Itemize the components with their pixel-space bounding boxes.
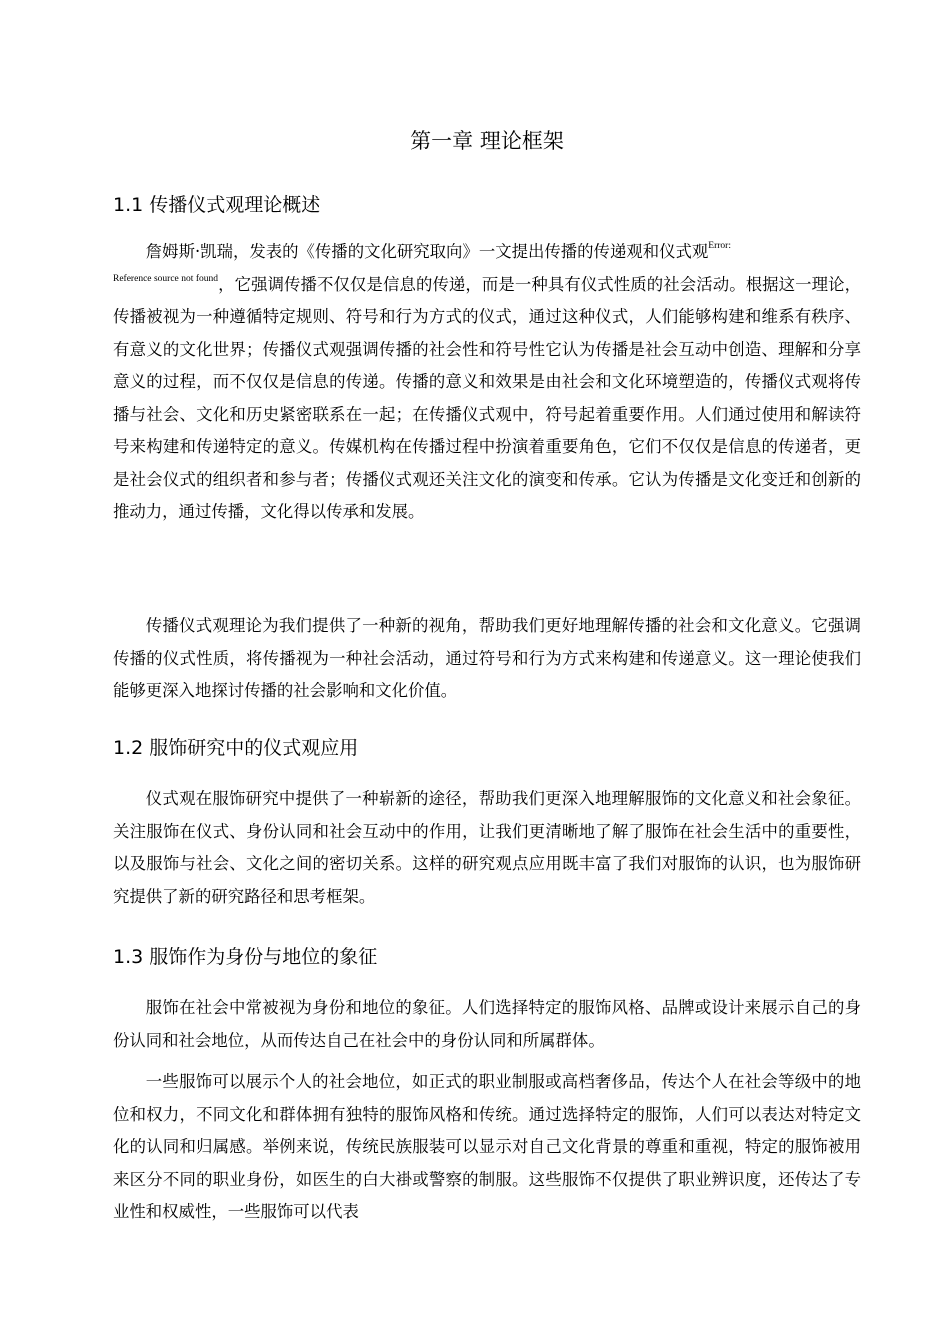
paragraph-text: ，它强调传播不仅仅是信息的传递，而是一种具有仪式性质的社会活动。根据这一理论，传播被视为一种遵循特定规则、符号和行为方式的仪式，通过这种仪式，人们能够构建和维系有秩序、有意义的文化世界；传播仪式观强调传播的社会性和符号性它认为传播是社会互动中创造、理解和分享意义的过程，而不仅仅是信息的传递。传播的意义和效果是由社会和文化环境塑造的，传播仪式观将传播与社会、文化和历史紧密联系在一起；在传播仪式观中，符号起着重要作用。人们通过使用和解读符号来构建和传递特定的意义。传媒机构在传播过程中扮演着重要角色，它们不仅仅是信息的传递者，更是社会仪式的组织者和参与者；传播仪式观还关注文化的演变和传承。它认为传播是文化变迁和创新的推动力，通过传播，文化得以传承和发展。 [113,274,862,521]
paragraph-1-3-a: 服饰在社会中常被视为身份和地位的象征。人们选择特定的服饰风格、品牌或设计来展示自己的身份认同和社会地位，从而传达自己在社会中的身份认同和所属群体。 [113,998,861,1050]
section-heading-1-2: 1.2 服饰研究中的仪式观应用 [113,737,359,759]
paragraph-text: 詹姆斯·凯瑞，发表的《传播的文化研究取向》一文提出传播的传递观和仪式观 [145,242,709,261]
paragraph-1-1-b: 传播仪式观理论为我们提供了一种新的视角，帮助我们更好地理解传播的社会和文化意义。它强调传播的仪式性质，将传播视为一种社会活动，通过符号和行为方式来构建和传递意义。这一理论使我们能够更深入地探讨传播的社会影响和文化价值。 [113,616,861,700]
paragraph-1-1-a [113,236,861,529]
chapter-title: 第一章 理论框架 [410,129,564,153]
paragraph-1-3-b: 一些服饰可以展示个人的社会地位，如正式的职业制服或高档奢侈品，传达个人在社会等级中的地位和权力，不同文化和群体拥有独特的服饰风格和传统。通过选择特定的服饰，人们可以表达对特定文化的认同和归属感。举例来说，传统民族服装可以显示对自己文化背景的尊重和重视，特定的服饰被用来区分不同的职业身份，如医生的白大褂或警察的制服。这些服饰不仅提供了职业辨识度，还传达了专业性和权威性，一些服饰可以代表 [113,1072,861,1221]
paragraph-1-2-a: 仪式观在服饰研究中提供了一种崭新的途径，帮助我们更深入地理解服饰的文化意义和社会象征。关注服饰在仪式、身份认同和社会互动中的作用，让我们更清晰地了解了服饰在社会生活中的重要性，以及服饰与社会、文化之间的密切关系。这样的研究观点应用既丰富了我们对服饰的认识，也为服饰研究提供了新的研究路径和思考框架。 [113,789,861,906]
citation-error-note: Error: Reference source not found [113,241,731,284]
section-heading-1-1: 1.1 传播仪式观理论概述 [113,194,321,216]
section-heading-1-3: 1.3 服饰作为身份与地位的象征 [113,946,378,968]
